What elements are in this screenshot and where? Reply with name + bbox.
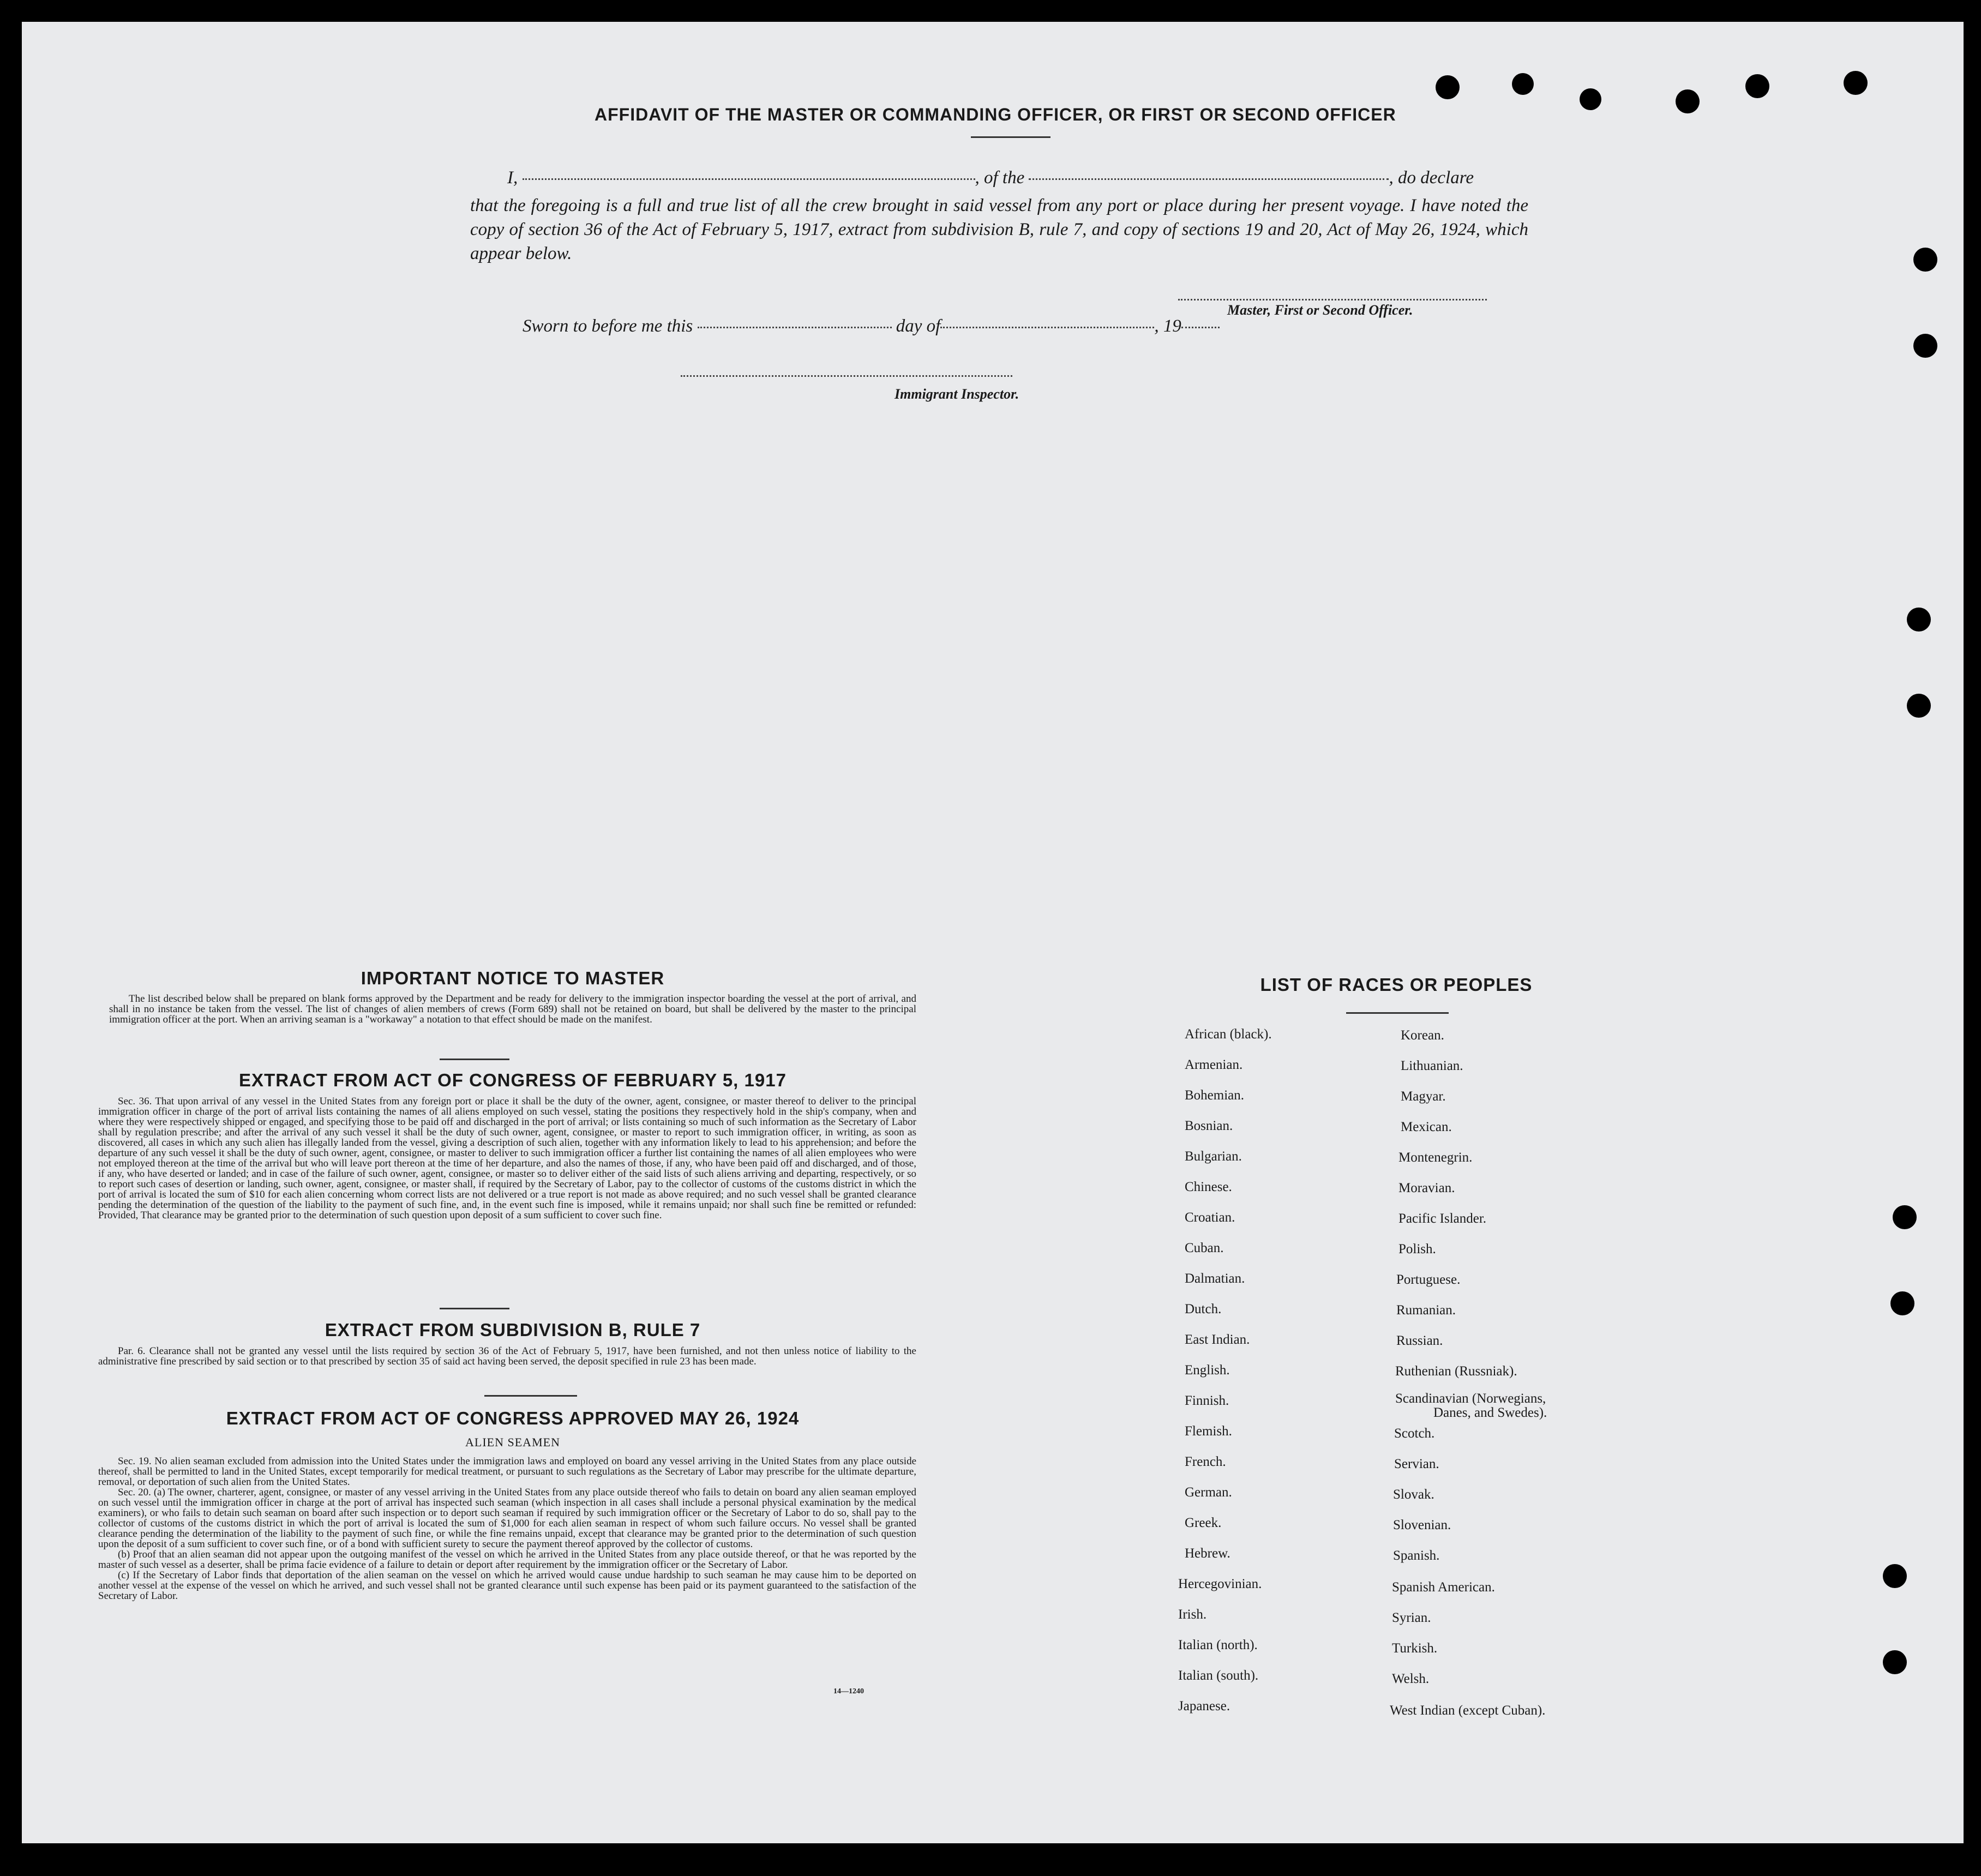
list-item: Servian.	[1394, 1457, 1439, 1471]
list-item: Italian (north).	[1178, 1638, 1258, 1652]
signature-caption: Master, First or Second Officer.	[1227, 302, 1413, 318]
affidavit-statement: that the foregoing is a full and true list of all the crew brought in said vessel from any port or place during her present voyage. I have noted the copy of section 36 of the Act of February 5, 1917, extract from subdivision B, rule 7, and copy of sections 19 and 20, Act of May 26, 1924, which appear below.	[470, 196, 1528, 263]
extract-1924-body: Sec. 19. No alien seaman excluded from admission into the United States under the immigration laws and employed on board any vessel arriving in the United States from any place outside thereof, shall be permitted to land in the United States, except temporarily for medical treatment, or pursuant to such regulations as the Secretary of Labor may prescribe for the ultimate departure, removal, or deportation of such alien from the United States. Sec. 20. (a) The owner, charterer, agent, consignee, or master of any vessel arriving in the United States from any place outside thereof who fails to detain on board any alien seaman employed on such vessel until the immigration officer in charge at the port of arrival has inspected such seaman (which inspection in all cases shall include a personal physical examination by the medical examiners), or who fails to detain such seaman on board after such inspection or to deport such seaman if required by such immigration officer or the Secretary of Labor to do so, shall pay to the collector of customs of the customs district in which the port of arrival is located the sum of $1,000 for each alien seaman in respect of whom such failure occurs. No vessel shall be granted clearance pending the determination of the liability to the payment of such fine, or while the fine remains unpaid, except that clearance may be granted prior to the determination of such question upon the deposit of a sum sufficient to cover such fine, or of a bond with sufficient surety to secure the payment thereof approved by the collector of customs. (b) Proof that an alien seaman did not appear upon the outgoing manifest of the vessel on which he arrived in the United States from any place outside thereof, or that he was reported by the master of such vessel as a deserter, shall be prima facie evidence of a failure to detain or deport after requirement by the immigration officer or the Secretary of Labor. (c) If the Secretary of Labor finds that deportation of the alien seaman on the vessel on which he arrived would cause undue hardship to such seaman he may cause him to be deported on another vessel at the expense of the vessel on which he arrived, and such vessel shall not be granted clearance until such expense has been paid or its payment guaranteed to the satisfaction of the Secretary of Labor.	[98, 1456, 916, 1602]
list-item: West Indian (except Cuban).	[1390, 1703, 1546, 1718]
list-item: Dutch.	[1185, 1302, 1222, 1316]
punch-hole	[1913, 334, 1937, 358]
list-item: Rumanian.	[1396, 1303, 1456, 1318]
punch-hole	[1844, 71, 1868, 95]
list-item: Montenegrin.	[1398, 1150, 1473, 1165]
list-item: Finnish.	[1185, 1393, 1229, 1408]
punch-hole	[1580, 88, 1601, 110]
list-item: Ruthenian (Russniak).	[1395, 1364, 1517, 1379]
list-item: Moravian.	[1398, 1181, 1455, 1195]
punch-hole	[1512, 73, 1534, 95]
list-item: Spanish.	[1393, 1548, 1440, 1563]
list-item: Dalmatian.	[1185, 1271, 1245, 1286]
list-item: Hercegovinian.	[1178, 1577, 1262, 1591]
declarant-name-field[interactable]	[523, 178, 975, 180]
punch-hole	[1890, 1291, 1914, 1315]
races-title: LIST OF RACES OR PEOPLES	[1260, 975, 1533, 995]
punch-hole	[1745, 74, 1769, 98]
inspector-signature-line[interactable]	[681, 375, 1012, 377]
extract-1917-title: EXTRACT FROM ACT OF CONGRESS OF FEBRUARY 5, 1917	[239, 1070, 787, 1090]
sworn-prefix: Sworn to before me this	[523, 316, 693, 336]
affidavit-declarant-line	[507, 168, 1527, 188]
list-item: Welsh.	[1392, 1671, 1430, 1686]
list-item: Korean.	[1401, 1028, 1444, 1043]
punch-hole	[1883, 1564, 1907, 1588]
list-item-continuation: Danes, and Swedes).	[1433, 1405, 1547, 1420]
sworn-year-field[interactable]	[1181, 327, 1220, 328]
declarant-i-label: I,	[507, 168, 518, 188]
signature-line[interactable]	[1178, 299, 1487, 300]
punch-hole	[1883, 1650, 1907, 1674]
sworn-day-of: day of	[896, 316, 941, 336]
of-the-label: , of the	[975, 168, 1025, 188]
divider	[971, 136, 1050, 138]
list-item: English.	[1185, 1363, 1230, 1378]
list-item: Bohemian.	[1185, 1088, 1245, 1103]
sworn-month-field[interactable]	[940, 327, 1154, 328]
punch-hole	[1913, 248, 1937, 272]
list-item: Lithuanian.	[1401, 1059, 1463, 1073]
important-notice-title: IMPORTANT NOTICE TO MASTER	[361, 968, 665, 988]
list-item: Japanese.	[1178, 1699, 1230, 1713]
list-item: Scotch.	[1394, 1426, 1435, 1441]
divider	[440, 1059, 509, 1060]
sworn-year-prefix: , 19	[1154, 316, 1181, 336]
alien-seamen-subtitle: ALIEN SEAMEN	[465, 1435, 560, 1449]
list-item: Armenian.	[1185, 1057, 1243, 1072]
list-item: Flemish.	[1185, 1424, 1232, 1439]
list-item: Slovenian.	[1393, 1518, 1451, 1532]
punch-hole	[1907, 694, 1931, 718]
list-item: Italian (south).	[1178, 1668, 1259, 1683]
punch-hole	[1907, 608, 1931, 632]
list-item: African (black).	[1185, 1027, 1272, 1042]
list-item: Spanish American.	[1392, 1580, 1495, 1595]
extract-1917-body: Sec. 36. That upon arrival of any vessel in the United States from any foreign port or place it shall be the duty of the owner, agent, consignee, or master thereof to deliver to the principal immigration officer in charge of the port of arrival lists containing the names of all aliens employed on such vessel, stating the positions they respectively hold in the ship's company, when and where they were respectively shipped or engaged, and specifying those to be paid off and discharged in the port of arrival; or lists containing so much of such information as the Secretary of Labor shall by regulation prescribe; and after the arrival of any such vessel it shall be the duty of such owner, agent, consignee, or master to report to such immigration officer, in writing, as soon as discovered, all cases in which any such alien has illegally landed from the vessel, giving a description of such alien, together with any information likely to lead to his apprehension; and before the departure of any such vessel it shall be the duty of such owner, agent, consignee, or master to deliver to such immigration officer a further list containing the names of all alien employees who were not employed thereon at the time of the arrival but who will leave port thereon at the time of her departure, and also the names of those, if any, who have been paid off and discharged, and of those, if any, who have deserted or landed; and in case of the failure of such owner, agent, consignee, or master so to deliver either of the said lists of such aliens arriving and departing, respectively, or so to report such cases of desertion or landing, such owner, agent, consignee, or master shall, if required by the Secretary of Labor, pay to the collector of customs of the customs district in which the port of arrival is located the sum of $10 for each alien concerning whom correct lists are not delivered or a true report is not made as above required; and no such vessel shall be granted clearance pending the determination of the question of the liability to the payment of such fine, and, in the event such fine is imposed, while it remains unpaid; nor shall such fine be remitted or refunded: Provided, That clearance may be granted prior to the determination of such question upon deposit of a sum sufficient to cover such fine.	[98, 1096, 916, 1221]
list-item: Greek.	[1185, 1516, 1222, 1530]
punch-hole	[1676, 89, 1700, 113]
inspector-caption: Immigrant Inspector.	[895, 386, 1019, 402]
list-item: Polish.	[1398, 1242, 1436, 1256]
list-item: Bosnian.	[1185, 1119, 1233, 1133]
list-item: Mexican.	[1401, 1120, 1452, 1134]
list-item: Pacific Islander.	[1398, 1211, 1487, 1226]
divider	[484, 1395, 577, 1397]
list-item: Russian.	[1396, 1333, 1443, 1348]
sworn-line	[523, 316, 1286, 336]
affidavit-title: AFFIDAVIT OF THE MASTER OR COMMANDING OFFICER, OR FIRST OR SECOND OFFICER	[595, 105, 1396, 124]
list-item: Irish.	[1178, 1607, 1207, 1622]
form-number: 14—1240	[833, 1687, 864, 1695]
do-declare-label: , do declare	[1389, 168, 1474, 188]
list-item: Scandinavian (Norwegians,	[1395, 1391, 1546, 1406]
list-item: Cuban.	[1185, 1241, 1224, 1255]
list-item: Magyar.	[1401, 1089, 1446, 1104]
list-item: Syrian.	[1392, 1610, 1431, 1625]
punch-hole	[1893, 1205, 1917, 1229]
important-notice-body: The list described below shall be prepared on blank forms approved by the Department and be ready for delivery to the immigration inspector boarding the vessel at the port of arrival, and shall in no instance be taken from the vessel. The list of changes of alien members of crews (Form 689) shall not be retained on board, but shall be delivered by the master to the principal immigration officer at the port. When an arriving seaman is a "workaway" a notation to that effect should be made on the manifest.	[109, 993, 916, 1025]
list-item: East Indian.	[1185, 1332, 1250, 1347]
list-item: Croatian.	[1185, 1210, 1235, 1225]
list-item: Slovak.	[1393, 1487, 1434, 1502]
list-item: Bulgarian.	[1185, 1149, 1242, 1164]
list-item: French.	[1185, 1454, 1226, 1469]
extract-rule7-body: Par. 6. Clearance shall not be granted any vessel until the lists required by section 36 of the Act of February 5, 1917, have been furnished, and not then unless notice of liability to the administrative fine prescribed by said section or to that prescribed by section 35 of said act having been served, the deposit specified in rule 23 has been made.	[98, 1345, 916, 1367]
divider	[440, 1308, 509, 1309]
punch-hole	[1436, 75, 1460, 99]
vessel-name-field[interactable]	[1029, 178, 1389, 180]
list-item: Hebrew.	[1185, 1546, 1230, 1561]
divider	[1346, 1012, 1449, 1014]
sworn-day-field[interactable]	[698, 327, 892, 328]
list-item: German.	[1185, 1485, 1232, 1500]
extract-rule7-title: EXTRACT FROM SUBDIVISION B, RULE 7	[325, 1320, 701, 1340]
list-item: Turkish.	[1392, 1641, 1438, 1656]
list-item: Portuguese.	[1396, 1272, 1461, 1287]
extract-1924-title: EXTRACT FROM ACT OF CONGRESS APPROVED MAY 26, 1924	[226, 1408, 800, 1428]
list-item: Chinese.	[1185, 1180, 1232, 1194]
